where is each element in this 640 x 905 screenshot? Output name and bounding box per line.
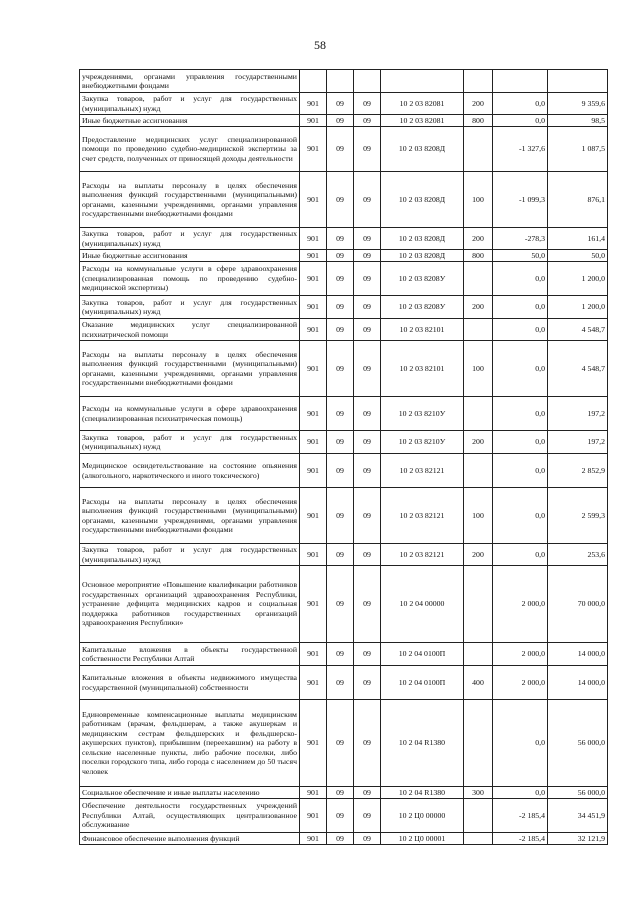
page-number: 58 — [314, 38, 326, 52]
cell-expense-type: 200 — [464, 431, 493, 454]
cell-glava: 901 — [300, 566, 327, 643]
cell-change-amount: 0,0 — [493, 262, 548, 296]
cell-expense-type — [464, 319, 493, 341]
cell-target-article: 10 2 04 0100П — [381, 643, 464, 666]
cell-subsection: 09 — [354, 799, 381, 833]
cell-subsection: 09 — [354, 262, 381, 296]
cell-target-article: 10 2 03 8210У — [381, 431, 464, 454]
cell-total-amount: 2 852,9 — [548, 454, 608, 488]
table-row — [80, 319, 608, 341]
cell-target-article: 10 2 04 R1380 — [381, 700, 464, 787]
cell-change-amount: 2 000,0 — [493, 666, 548, 700]
cell-change-amount: 0,0 — [493, 454, 548, 488]
table-row — [80, 172, 608, 228]
cell-glava: 901 — [300, 250, 327, 262]
table-row — [80, 833, 608, 845]
table-row — [80, 643, 608, 666]
cell-glava: 901 — [300, 319, 327, 341]
cell-section: 09 — [327, 666, 354, 700]
cell-glava: 901 — [300, 93, 327, 115]
cell-glava — [300, 70, 327, 93]
cell-subsection: 09 — [354, 787, 381, 799]
cell-change-amount: -2 185,4 — [493, 833, 548, 845]
cell-total-amount: 70 000,0 — [548, 566, 608, 643]
cell-subsection: 09 — [354, 454, 381, 488]
row-description: Основное мероприятие «Повышение квалификации работников государственных организаций здравоохранения Республики, устранение дефицита медицинских кадров и социальная поддержка работников государственных организаций здравоохранения Республики» — [80, 566, 300, 643]
cell-glava: 901 — [300, 666, 327, 700]
cell-subsection: 09 — [354, 666, 381, 700]
table-row — [80, 488, 608, 544]
cell-target-article: 10 2 Ц0 00001 — [381, 833, 464, 845]
cell-expense-type — [464, 833, 493, 845]
cell-glava: 901 — [300, 228, 327, 250]
cell-total-amount: 1 087,5 — [548, 127, 608, 172]
cell-section — [327, 70, 354, 93]
cell-expense-type — [464, 799, 493, 833]
cell-glava: 901 — [300, 296, 327, 319]
cell-glava: 901 — [300, 127, 327, 172]
cell-change-amount: 0,0 — [493, 397, 548, 431]
cell-expense-type: 100 — [464, 341, 493, 397]
cell-total-amount: 9 359,6 — [548, 93, 608, 115]
table-row — [80, 262, 608, 296]
cell-subsection — [354, 70, 381, 93]
cell-total-amount: 34 451,9 — [548, 799, 608, 833]
cell-expense-type — [464, 262, 493, 296]
cell-glava: 901 — [300, 787, 327, 799]
cell-change-amount — [493, 70, 548, 93]
cell-subsection: 09 — [354, 172, 381, 228]
row-description: Капитальные вложения в объекты государственной собственности Республики Алтай — [80, 643, 300, 666]
table-row — [80, 454, 608, 488]
row-description: Расходы на выплаты персоналу в целях обеспечения выполнения функций государственными (муниципальными) органами, казенными учреждениями, органами управления государственными внебюджетными фондами — [80, 172, 300, 228]
cell-target-article: 10 2 03 8208Д — [381, 127, 464, 172]
cell-total-amount: 14 000,0 — [548, 643, 608, 666]
cell-glava: 901 — [300, 799, 327, 833]
table-row — [80, 666, 608, 700]
cell-subsection: 09 — [354, 341, 381, 397]
row-description: Социальное обеспечение и иные выплаты населению — [80, 787, 300, 799]
cell-target-article: 10 2 03 82121 — [381, 454, 464, 488]
cell-total-amount: 197,2 — [548, 397, 608, 431]
table-row — [80, 93, 608, 115]
cell-expense-type — [464, 700, 493, 787]
cell-change-amount: 0,0 — [493, 787, 548, 799]
cell-expense-type: 200 — [464, 544, 493, 566]
cell-subsection: 09 — [354, 643, 381, 666]
row-description: Финансовое обеспечение выполнения функций — [80, 833, 300, 845]
cell-target-article: 10 2 Ц0 00000 — [381, 799, 464, 833]
cell-change-amount: 0,0 — [493, 319, 548, 341]
cell-total-amount: 253,6 — [548, 544, 608, 566]
cell-target-article: 10 2 03 82101 — [381, 319, 464, 341]
cell-target-article: 10 2 03 82101 — [381, 341, 464, 397]
cell-target-article: 10 2 03 8210У — [381, 397, 464, 431]
row-description: Оказание медицинских услуг специализированной психиатрической помощи — [80, 319, 300, 341]
cell-change-amount: 0,0 — [493, 431, 548, 454]
cell-change-amount: -1 099,3 — [493, 172, 548, 228]
cell-glava: 901 — [300, 172, 327, 228]
cell-total-amount: 4 548,7 — [548, 319, 608, 341]
cell-subsection: 09 — [354, 566, 381, 643]
cell-glava: 901 — [300, 262, 327, 296]
cell-glava: 901 — [300, 700, 327, 787]
cell-target-article: 10 2 03 8208У — [381, 262, 464, 296]
cell-subsection: 09 — [354, 93, 381, 115]
table-row — [80, 397, 608, 431]
cell-target-article: 10 2 04 R1380 — [381, 787, 464, 799]
row-description: Расходы на выплаты персоналу в целях обеспечения выполнения функций государственными (муниципальными) органами, казенными учреждениями, органами управления государственными внебюджетными фондами — [80, 341, 300, 397]
cell-section: 09 — [327, 127, 354, 172]
cell-expense-type: 200 — [464, 228, 493, 250]
table-row — [80, 566, 608, 643]
row-description: Единовременные компенсационные выплаты медицинским работникам (врачам, фельдшерам, а также акушеркам и медицинским сестрам фельдшерских и фельдшерско-акушерских пунктов), прибывшим (переехавшим) на работу в сельские населенные пункты, либо рабочие поселки, либо поселки городского типа, либо города с населением до 50 тысяч человек — [80, 700, 300, 787]
row-description: Закупка товаров, работ и услуг для государственных (муниципальных) нужд — [80, 228, 300, 250]
row-description: Иные бюджетные ассигнования — [80, 250, 300, 262]
cell-target-article: 10 2 03 82121 — [381, 544, 464, 566]
cell-section: 09 — [327, 787, 354, 799]
cell-section: 09 — [327, 566, 354, 643]
cell-subsection: 09 — [354, 544, 381, 566]
cell-glava: 901 — [300, 454, 327, 488]
row-description: Медицинское освидетельствование на состояние опьянения (алкогольного, наркотического и иного токсического) — [80, 454, 300, 488]
cell-change-amount: 0,0 — [493, 296, 548, 319]
cell-expense-type: 100 — [464, 488, 493, 544]
budget-table — [79, 69, 608, 845]
row-description: Расходы на выплаты персоналу в целях обеспечения выполнения функций государственными (муниципальными) органами, казенными учреждениями, органами управления государственными внебюджетными фондами — [80, 488, 300, 544]
cell-section: 09 — [327, 250, 354, 262]
cell-target-article: 10 2 03 8208Д — [381, 172, 464, 228]
cell-change-amount: -2 185,4 — [493, 799, 548, 833]
cell-expense-type — [464, 127, 493, 172]
cell-total-amount: 56 000,0 — [548, 787, 608, 799]
cell-glava: 901 — [300, 833, 327, 845]
cell-subsection: 09 — [354, 296, 381, 319]
cell-section: 09 — [327, 296, 354, 319]
cell-glava: 901 — [300, 643, 327, 666]
cell-expense-type: 200 — [464, 93, 493, 115]
cell-glava: 901 — [300, 488, 327, 544]
cell-change-amount: 0,0 — [493, 341, 548, 397]
cell-change-amount: -278,3 — [493, 228, 548, 250]
cell-expense-type: 100 — [464, 172, 493, 228]
cell-change-amount: 0,0 — [493, 544, 548, 566]
cell-section: 09 — [327, 431, 354, 454]
cell-subsection: 09 — [354, 115, 381, 127]
cell-total-amount: 50,0 — [548, 250, 608, 262]
cell-subsection: 09 — [354, 228, 381, 250]
cell-section: 09 — [327, 544, 354, 566]
row-description: Расходы на коммунальные услуги в сфере здравоохранения (специализированная психиатрическая помощь) — [80, 397, 300, 431]
table-row — [80, 250, 608, 262]
cell-total-amount: 2 599,3 — [548, 488, 608, 544]
cell-subsection: 09 — [354, 397, 381, 431]
cell-subsection: 09 — [354, 431, 381, 454]
cell-total-amount: 1 200,0 — [548, 296, 608, 319]
row-description: учреждениями, органами управления государственными внебюджетными фондами — [80, 70, 300, 93]
table-row — [80, 544, 608, 566]
cell-expense-type: 800 — [464, 115, 493, 127]
cell-total-amount — [548, 70, 608, 93]
cell-section: 09 — [327, 172, 354, 228]
table-row — [80, 115, 608, 127]
cell-total-amount: 98,5 — [548, 115, 608, 127]
cell-change-amount: 50,0 — [493, 250, 548, 262]
cell-change-amount: 0,0 — [493, 700, 548, 787]
cell-target-article: 10 2 03 8208Д — [381, 228, 464, 250]
cell-target-article: 10 2 03 8208У — [381, 296, 464, 319]
table-row — [80, 228, 608, 250]
cell-total-amount: 197,2 — [548, 431, 608, 454]
cell-section: 09 — [327, 454, 354, 488]
cell-glava: 901 — [300, 115, 327, 127]
cell-total-amount: 32 121,9 — [548, 833, 608, 845]
cell-change-amount: 0,0 — [493, 93, 548, 115]
cell-section: 09 — [327, 115, 354, 127]
cell-total-amount: 14 000,0 — [548, 666, 608, 700]
cell-total-amount: 876,1 — [548, 172, 608, 228]
cell-subsection: 09 — [354, 700, 381, 787]
cell-section: 09 — [327, 341, 354, 397]
cell-target-article: 10 2 04 0100П — [381, 666, 464, 700]
cell-expense-type — [464, 643, 493, 666]
row-description: Иные бюджетные ассигнования — [80, 115, 300, 127]
cell-total-amount: 56 000,0 — [548, 700, 608, 787]
cell-expense-type: 200 — [464, 296, 493, 319]
cell-section: 09 — [327, 643, 354, 666]
cell-glava: 901 — [300, 397, 327, 431]
cell-section: 09 — [327, 397, 354, 431]
row-description: Капитальные вложения в объекты недвижимого имущества государственной (муниципальной) собственности — [80, 666, 300, 700]
cell-target-article: 10 2 03 82121 — [381, 488, 464, 544]
cell-target-article: 10 2 03 8208Д — [381, 250, 464, 262]
row-description: Обеспечение деятельности государственных учреждений Республики Алтай, осуществляющих централизованное обслуживание — [80, 799, 300, 833]
cell-expense-type — [464, 566, 493, 643]
cell-section: 09 — [327, 799, 354, 833]
cell-change-amount: 2 000,0 — [493, 643, 548, 666]
cell-glava: 901 — [300, 341, 327, 397]
table-row — [80, 127, 608, 172]
cell-subsection: 09 — [354, 250, 381, 262]
cell-target-article: 10 2 03 82081 — [381, 93, 464, 115]
table-row — [80, 799, 608, 833]
cell-section: 09 — [327, 93, 354, 115]
cell-subsection: 09 — [354, 319, 381, 341]
cell-total-amount: 1 200,0 — [548, 262, 608, 296]
cell-change-amount: -1 327,6 — [493, 127, 548, 172]
cell-target-article — [381, 70, 464, 93]
cell-target-article: 10 2 04 00000 — [381, 566, 464, 643]
table-row — [80, 787, 608, 799]
cell-total-amount: 4 548,7 — [548, 341, 608, 397]
cell-subsection: 09 — [354, 833, 381, 845]
cell-expense-type — [464, 397, 493, 431]
cell-section: 09 — [327, 262, 354, 296]
table-row — [80, 296, 608, 319]
cell-expense-type: 300 — [464, 787, 493, 799]
cell-glava: 901 — [300, 431, 327, 454]
row-description: Предоставление медицинских услуг специализированной помощи по проведению судебно-медицинской экспертизы за счет средств, полученных от приносящей доходы деятельности — [80, 127, 300, 172]
row-description: Расходы на коммунальные услуги в сфере здравоохранения (специализированная помощь по проведению судебно-медицинской экспертизы) — [80, 262, 300, 296]
cell-change-amount: 0,0 — [493, 115, 548, 127]
cell-expense-type — [464, 454, 493, 488]
cell-glava: 901 — [300, 544, 327, 566]
cell-section: 09 — [327, 833, 354, 845]
cell-section: 09 — [327, 488, 354, 544]
row-description: Закупка товаров, работ и услуг для государственных (муниципальных) нужд — [80, 296, 300, 319]
table-row — [80, 431, 608, 454]
cell-expense-type: 400 — [464, 666, 493, 700]
cell-expense-type: 800 — [464, 250, 493, 262]
cell-total-amount: 161,4 — [548, 228, 608, 250]
table-row — [80, 70, 608, 93]
row-description: Закупка товаров, работ и услуг для государственных (муниципальных) нужд — [80, 544, 300, 566]
cell-change-amount: 2 000,0 — [493, 566, 548, 643]
cell-section: 09 — [327, 228, 354, 250]
cell-target-article: 10 2 03 82081 — [381, 115, 464, 127]
cell-section: 09 — [327, 700, 354, 787]
cell-subsection: 09 — [354, 488, 381, 544]
row-description: Закупка товаров, работ и услуг для государственных (муниципальных) нужд — [80, 431, 300, 454]
cell-expense-type — [464, 70, 493, 93]
cell-change-amount: 0,0 — [493, 488, 548, 544]
table-row — [80, 700, 608, 787]
cell-subsection: 09 — [354, 127, 381, 172]
table-row — [80, 341, 608, 397]
row-description: Закупка товаров, работ и услуг для государственных (муниципальных) нужд — [80, 93, 300, 115]
cell-section: 09 — [327, 319, 354, 341]
